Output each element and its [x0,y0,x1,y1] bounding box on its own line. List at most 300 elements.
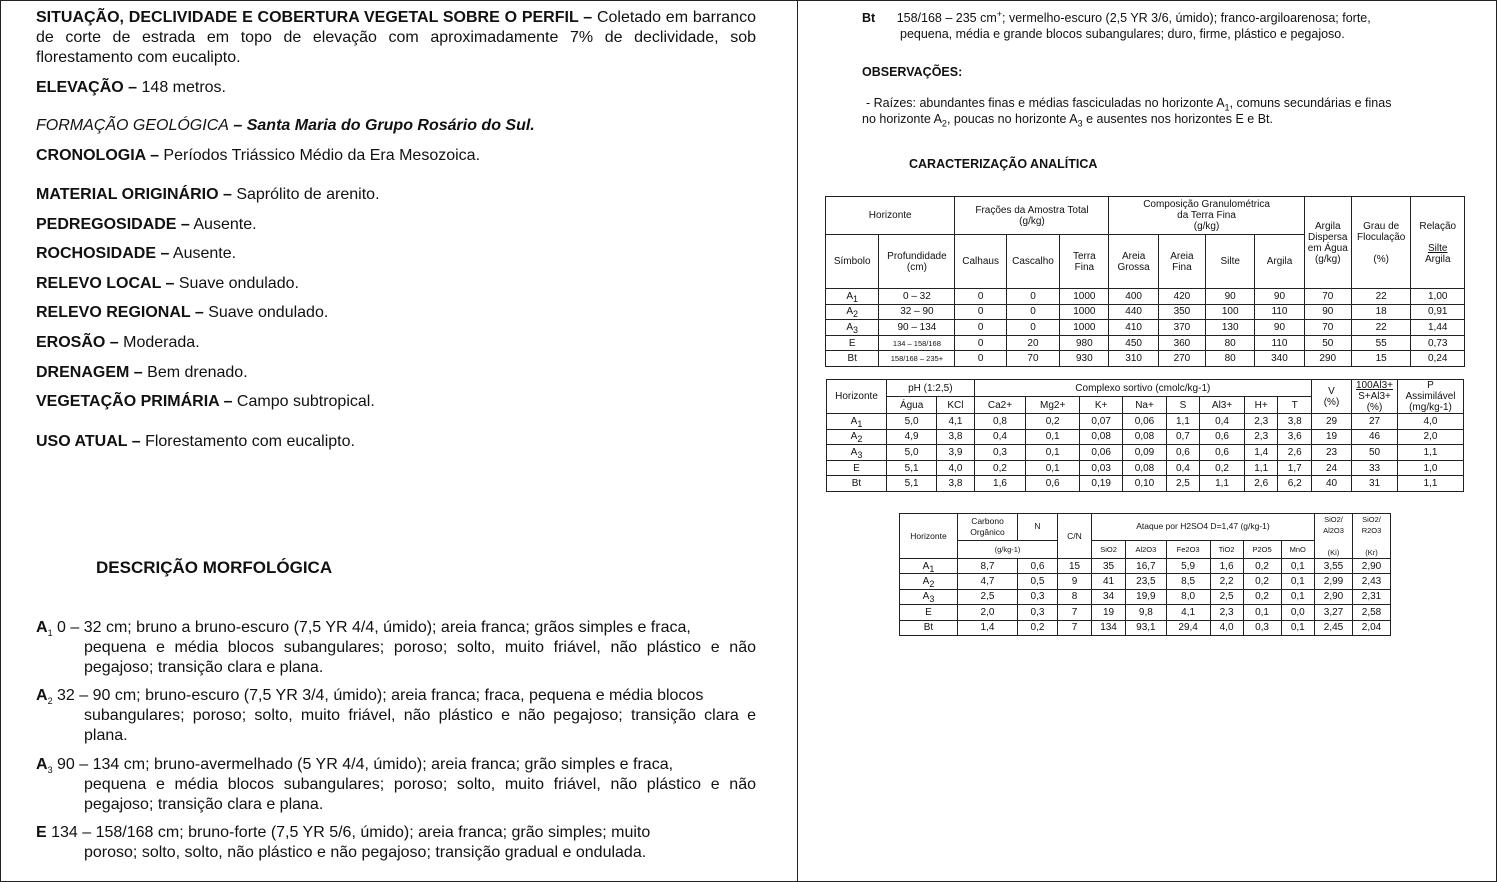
t2-value-cell: 1,1 [1166,414,1199,430]
table-row [826,304,1465,320]
t2-value-cell: 5,0 [887,414,937,430]
t2-h-al-bot: S+Al3+ [1358,391,1391,402]
t1-value-cell: 290 [1304,351,1351,367]
t1-h-comp [1109,197,1304,235]
t2-h-al-top: 100Al3+ [1356,380,1393,391]
t1-horizon-cell: $A_3$ [826,320,879,336]
table-row [900,559,1391,574]
t2-value-cell: 3,8 [937,476,974,492]
t2-subheader-cell: Ca2+ [974,397,1026,414]
observacoes-text [866,95,1436,111]
t1-h-terra: Terra Fina [1060,235,1109,289]
t1-h-silte-frac: Silte [1428,242,1448,254]
t3-value-cell: 2,31 [1353,589,1391,604]
t2-value-cell: 1,4 [1244,445,1277,461]
t3-value-cell: 35 [1092,559,1126,574]
material-text: Saprólito de arenito. [236,186,380,203]
cronologia-label: CRONOLOGIA – [36,147,159,164]
t1-value-cell: 0 [955,304,1006,320]
t2-h-al-unit: (%) [1366,402,1383,413]
t2-subheader-cell: KCl [937,397,974,414]
horizon-text-continued: poroso; solto, solto, não plástico e não pegajoso; transição gradual e ondulada. [84,844,647,861]
t1-value-cell: 22 [1351,289,1411,305]
t3-value-cell: 0,1 [1281,589,1314,604]
t1-h-areia-fina: Areia Fina [1158,235,1205,289]
t1-prof-cell: 0 – 32 [879,289,955,305]
t1-value-cell: 70 [1304,289,1351,305]
t2-value-cell: 24 [1312,460,1352,476]
material-line [36,185,756,205]
t3-value-cell: 0,0 [1281,605,1314,620]
situacao-text: Coletado em barranco de corte de estrada em topo de elevação com aproximadamente 7% de declividade, sob florestamento com eucalipto. [36,9,756,66]
t1-h-comp-text2: da Terra Fina [1177,210,1236,221]
t3-value-cell: 0,3 [1018,589,1058,604]
t3-value-cell: 9,8 [1126,605,1167,620]
t1-value-cell: 1000 [1060,320,1109,336]
t2-value-cell: 2,3 [1244,429,1277,445]
t1-h-relacao-text: Relação [1419,220,1457,232]
t1-value-cell: 80 [1206,335,1255,351]
obs-sub: 2 [941,118,947,129]
t3-value-cell: 0,5 [1018,574,1058,589]
t1-h-calhaus: Calhaus [955,235,1006,289]
t3-value-cell: 8,7 [958,559,1018,574]
table-row [826,320,1465,336]
t1-value-cell: 450 [1109,335,1158,351]
t3-value-cell: 34 [1092,589,1126,604]
t1-value-cell: 100 [1206,304,1255,320]
t1-value-cell: 1000 [1060,289,1109,305]
horizon-text-continued: subangulares; poroso; solto, muito friável, não plástico e não pegajoso; transição clara e plana. [84,707,756,744]
t2-value-cell: 1,0 [1398,460,1464,476]
horizon-subscript: 1 [857,418,863,429]
t1-h-argila-disp: Argila Dispersa em Água (g/kg) [1304,197,1351,289]
t3-h-ki-text: (Ki) [1327,548,1340,557]
t1-value-cell: 70 [1304,320,1351,336]
horizon-subscript: 1 [853,293,859,304]
t1-horizon-cell: $A_2$ [826,304,879,320]
t2-value-cell: 0,06 [1123,414,1166,430]
t2-h-al [1352,380,1398,414]
t2-value-cell: 1,7 [1278,460,1312,476]
t3-value-cell: 16,7 [1126,559,1167,574]
t1-value-cell: 980 [1060,335,1109,351]
erosao-label: EROSÃO – [36,334,119,351]
horizon-subscript: 2 [853,309,859,320]
t1-value-cell: 440 [1109,304,1158,320]
observacoes-heading: OBSERVAÇÕES: [862,65,963,79]
horizon-a3-description [36,755,756,815]
horizon-subscript: 3 [929,594,935,605]
t2-value-cell: 6,2 [1278,476,1312,492]
t2-value-cell: 0,09 [1123,445,1166,461]
t1-value-cell: 1,00 [1411,289,1465,305]
t1-value-cell: 350 [1158,304,1205,320]
t3-body [900,559,1391,636]
t2-value-cell: 4,1 [937,414,974,430]
t2-value-cell: 0,6 [1166,445,1199,461]
t3-value-cell: 2,04 [1353,620,1391,635]
t3-h-ki-top: SiO2/ Al2O3 [1323,515,1344,535]
horizon-subscript: 3 [47,765,53,776]
formacao-line [36,116,756,136]
t1-value-cell: 55 [1351,335,1411,351]
t2-value-cell: 2,0 [1398,429,1464,445]
t2-value-cell: 5,1 [887,476,937,492]
t3-h-ataque: Ataque por H2SO4 D=1,47 (g/kg-1) [1092,514,1315,541]
t2-value-cell: 4,0 [1398,414,1464,430]
t2-h-horizonte: Horizonte [827,380,887,414]
t2-horizon-cell: $A_2$ [827,429,887,445]
t3-value-cell: 2,43 [1353,574,1391,589]
t2-value-cell: 1,1 [1244,460,1277,476]
t2-subheader-cell: S [1166,397,1199,414]
t2-subheader-cell: Na+ [1123,397,1166,414]
table-row [900,605,1391,620]
table-row [826,351,1465,367]
uso-atual-label: USO ATUAL – [36,433,141,450]
t2-value-cell: 2,5 [1166,476,1199,492]
t2-value-cell: 50 [1352,445,1398,461]
t2-value-cell: 0,2 [1026,414,1080,430]
t3-value-cell: 2,2 [1210,574,1243,589]
t2-value-cell: 5,0 [887,445,937,461]
t2-value-cell: 0,1 [1026,429,1080,445]
t2-value-cell: 3,9 [937,445,974,461]
t2-value-cell: 40 [1312,476,1352,492]
t1-value-cell: 130 [1206,320,1255,336]
t1-horizon-cell: $A_1$ [826,289,879,305]
t3-value-cell: 41 [1092,574,1126,589]
t1-value-cell: 110 [1255,335,1304,351]
t2-value-cell: 3,8 [1278,414,1312,430]
t1-value-cell: 1000 [1060,304,1109,320]
horizon-text: 134 – 158/168 cm; bruno-forte (7,5 YR 5/6, úmido); areia franca; grão simples; muito [46,824,651,841]
t1-h-comp-unit: (g/kg) [1193,221,1220,232]
table-row [827,429,1464,445]
t3-subheader-cell: MnO [1281,540,1314,558]
t3-value-cell: 0,2 [1243,559,1281,574]
t2-value-cell: 1,1 [1398,476,1464,492]
t1-value-cell: 50 [1304,335,1351,351]
t2-value-cell: 0,2 [974,460,1026,476]
t3-subheader-cell: Fe2O3 [1166,540,1210,558]
t2-value-cell: 1,1 [1200,476,1245,492]
t1-value-cell: 420 [1158,289,1205,305]
uso-atual-text: Florestamento com eucalipto. [145,433,355,450]
t1-value-cell: 0 [1006,320,1059,336]
t2-subheader-cell: Al3+ [1200,397,1245,414]
t1-h-fracoes-text: Frações da Amostra Total [975,204,1089,216]
pedregosidade-text: Ausente. [193,216,257,233]
horizon-subscript: 2 [857,434,863,445]
horizon-subscript: 1 [929,563,935,574]
t2-value-cell: 0,06 [1079,445,1122,461]
t2-value-cell: 0,7 [1166,429,1199,445]
t3-value-cell: 23,5 [1126,574,1167,589]
t2-value-cell: 2,3 [1244,414,1277,430]
t3-subheader-cell: TiO2 [1210,540,1243,558]
table-row [827,476,1464,492]
t3-value-cell: 19,9 [1126,589,1167,604]
t1-value-cell: 310 [1109,351,1158,367]
t2-value-cell: 0,08 [1079,429,1122,445]
t2-value-cell: 0,1 [1026,460,1080,476]
t1-value-cell: 18 [1351,304,1411,320]
t2-h-p [1398,380,1464,414]
t3-value-cell: 0,1 [1281,559,1314,574]
t2-value-cell: 0,6 [1026,476,1080,492]
t2-value-cell: 0,3 [974,445,1026,461]
t3-h-kr-top: SiO2/ R2O3 [1361,515,1382,535]
obs-sub: 1 [1224,102,1230,113]
bt-text-3: pequena, média e grande blocos subangulares; duro, firme, plástico e pegajoso. [900,27,1345,41]
t1-value-cell: 20 [1006,335,1059,351]
t3-value-cell: 2,99 [1315,574,1353,589]
t3-subheader-cell: P2O5 [1243,540,1281,558]
t1-h-comp-text: Composição Granulométrica [1143,199,1270,210]
t1-h-fracoes [955,197,1109,235]
t2-h-ph: pH (1:2,5) [887,380,975,397]
t2-value-cell: 5,1 [887,460,937,476]
t2-h-complexo: Complexo sortivo (cmolc/kg-1) [974,380,1311,397]
t1-h-fracoes-unit: (g/kg) [1019,215,1045,227]
complexo-sortivo-table [826,379,1464,492]
uso-atual-line [36,432,756,452]
t2-value-cell: 0,4 [1166,460,1199,476]
relevo-regional-label: RELEVO REGIONAL – [36,304,204,321]
t3-horizon-cell: E [900,605,958,620]
t3-value-cell: 4,1 [1166,605,1210,620]
t2-value-cell: 1,1 [1398,445,1464,461]
t1-prof-cell: 158/168 – 235+ [879,351,955,367]
t1-prof-cell: 90 – 134 [879,320,955,336]
t1-h-argila-frac: Argila [1424,253,1451,265]
t3-value-cell: 8,5 [1166,574,1210,589]
t1-prof-cell: 134 – 158/168 [879,335,955,351]
horizon-label: E [36,824,47,841]
t3-value-cell: 0,3 [1018,605,1058,620]
pedregosidade-label: PEDREGOSIDADE – [36,216,190,233]
horizon-label: A [36,756,48,773]
elevacao-text: 148 metros. [141,79,226,96]
t3-value-cell: 2,58 [1353,605,1391,620]
t1-h-horizonte: Horizonte [826,197,955,235]
t1-h-grau [1351,197,1411,289]
t3-value-cell: 8 [1058,589,1092,604]
t1-value-cell: 360 [1158,335,1205,351]
t2-value-cell: 0,4 [974,429,1026,445]
t2-subheader-cell: T [1278,397,1312,414]
drenagem-text: Bem drenado. [147,364,248,381]
t1-h-silte: Silte [1206,235,1255,289]
obs-text: , poucas no horizonte A [946,112,1078,126]
t1-h-grau-text: Grau de Floculação [1356,220,1406,243]
rochosidade-line [36,244,756,264]
t2-value-cell: 29 [1312,414,1352,430]
t3-value-cell: 29,4 [1166,620,1210,635]
t1-value-cell: 270 [1158,351,1205,367]
horizon-text-continued: pequena e média blocos subangulares; poroso; solto, muito friável, não plástico e não pegajoso; transição clara e plana. [84,776,756,813]
t1-value-cell: 1,44 [1411,320,1465,336]
t2-value-cell: 2,6 [1278,445,1312,461]
table-row [826,289,1465,305]
t1-h-prof: Profundidade (cm) [879,235,955,289]
obs-text: e ausentes nos horizontes E e Bt. [1082,112,1274,126]
t3-value-cell: 2,0 [958,605,1018,620]
relevo-regional-line [36,303,756,323]
t3-value-cell: 134 [1092,620,1126,635]
t3-horizon-cell: $A_1$ [900,559,958,574]
t3-value-cell: 7 [1058,620,1092,635]
t3-h-unit: (g/kg-1) [958,540,1058,558]
t2-h-p-unit: (mg/kg-1) [1409,402,1452,413]
t2-value-cell: 0,03 [1079,460,1122,476]
t2-value-cell: 0,08 [1123,429,1166,445]
t1-value-cell: 0 [1006,304,1059,320]
t3-value-cell: 8,0 [1166,589,1210,604]
t3-value-cell: 9 [1058,574,1092,589]
horizon-text: 32 – 90 cm; bruno-escuro (7,5 YR 3/4, úmido); areia franca; fraca, pequena e média blocos [52,687,704,704]
t3-value-cell: 4,7 [958,574,1018,589]
t2-value-cell: 31 [1352,476,1398,492]
t3-value-cell: 3,27 [1315,605,1353,620]
table-row [900,620,1391,635]
t2-value-cell: 46 [1352,429,1398,445]
t1-h-argila: Argila [1255,235,1304,289]
t3-value-cell: 2,5 [1210,589,1243,604]
t2-value-cell: 0,1 [1026,445,1080,461]
t3-value-cell: 93,1 [1126,620,1167,635]
elevacao-line [36,78,756,98]
cronologia-line [36,146,756,166]
t3-value-cell: 1,6 [1210,559,1243,574]
t3-value-cell: 15 [1058,559,1092,574]
t3-subheader-cell: Al2O3 [1126,540,1167,558]
t3-h-n: N [1018,514,1058,541]
t3-value-cell: 0,3 [1243,620,1281,635]
t2-horizon-cell: $A_1$ [827,414,887,430]
t1-value-cell: 930 [1060,351,1109,367]
t1-h-simbolo: Símbolo [826,235,879,289]
t1-value-cell: 80 [1206,351,1255,367]
t2-subheader-cell: Mg2+ [1026,397,1080,414]
table-row [827,445,1464,461]
ataque-sulfurico-table [899,513,1391,636]
t2-value-cell: 3,8 [937,429,974,445]
t1-body [826,289,1465,367]
t2-value-cell: 0,2 [1200,460,1245,476]
t3-h-horizonte: Horizonte [900,514,958,559]
t2-value-cell: 3,6 [1278,429,1312,445]
t2-value-cell: 1,6 [974,476,1026,492]
drenagem-label: DRENAGEM – [36,364,143,381]
situacao-paragraph [36,8,756,68]
vegetacao-line [36,392,756,412]
t2-horizon-cell: Bt [827,476,887,492]
t3-horizon-cell: $A_2$ [900,574,958,589]
t1-value-cell: 0,73 [1411,335,1465,351]
horizon-label: A [36,687,48,704]
obs-text: - Raízes: abundantes finas e médias fasciculadas no horizonte A [866,96,1225,110]
t1-value-cell: 0 [955,351,1006,367]
obs-text: , comuns secundárias e finas [1229,96,1392,110]
horizon-subscript: 2 [47,696,53,707]
horizon-subscript: 2 [929,579,935,590]
t2-value-cell: 23 [1312,445,1352,461]
horizon-e-description [36,823,756,863]
drenagem-line [36,363,756,383]
t2-h-p-text2: Assimilável [1405,391,1456,402]
t3-value-cell: 2,90 [1353,559,1391,574]
t3-value-cell: 2,3 [1210,605,1243,620]
t3-value-cell: 2,45 [1315,620,1353,635]
caracterizacao-heading: CARACTERIZAÇÃO ANALÍTICA [909,157,1098,171]
t2-value-cell: 4,0 [937,460,974,476]
t1-horizon-cell: E [826,335,879,351]
bt-description [862,10,1371,26]
t1-value-cell: 340 [1255,351,1304,367]
t3-h-carbono: Carbono Orgânico [958,514,1018,541]
granulometria-table [825,196,1465,367]
bt-label: Bt [862,11,876,25]
obs-sub: 3 [1077,118,1083,129]
t1-value-cell: 0 [1006,289,1059,305]
horizon-text: 90 – 134 cm; bruno-avermelhado (5 YR 4/4, úmido); areia franca; grão simples e fraca, [52,756,674,773]
material-label: MATERIAL ORIGINÁRIO – [36,186,232,203]
t2-value-cell: 19 [1312,429,1352,445]
t1-value-cell: 15 [1351,351,1411,367]
t2-value-cell: 0,08 [1123,460,1166,476]
erosao-text: Moderada. [123,334,200,351]
t1-value-cell: 0 [955,335,1006,351]
vegetacao-text: Campo subtropical. [236,393,375,410]
horizon-text-continued: pequena e média blocos subangulares; poroso; solto, muito friável, não plástico e não pegajoso; transição clara e plana. [84,639,756,676]
t1-horizon-cell: Bt [826,351,879,367]
t2-subheader-cell: K+ [1079,397,1122,414]
t2-horizon-cell: $A_3$ [827,445,887,461]
t2-value-cell: 0,6 [1200,429,1245,445]
t1-value-cell: 400 [1109,289,1158,305]
t2-h-v [1312,380,1352,414]
t2-subheader-cell: Água [887,397,937,414]
horizon-subscript: 3 [853,324,859,335]
horizon-a1-description [36,618,756,678]
descricao-heading: DESCRIÇÃO MORFOLÓGICA [96,558,333,577]
table-row [900,574,1391,589]
t1-value-cell: 410 [1109,320,1158,336]
t2-body [827,414,1464,492]
t3-value-cell: 0,6 [1018,559,1058,574]
t2-h-v-unit: (%) [1323,396,1340,408]
obs-text: no horizonte A [862,112,942,126]
t1-prof-cell: 32 – 90 [879,304,955,320]
t3-horizon-cell: Bt [900,620,958,635]
horizon-subscript: 1 [47,628,53,639]
t2-h-v-text: V [1328,385,1335,397]
rochosidade-text: Ausente. [172,245,237,262]
pedregosidade-line [36,215,756,235]
t3-value-cell: 1,4 [958,620,1018,635]
t3-value-cell: 4,0 [1210,620,1243,635]
t2-h-p-text: P [1427,380,1434,391]
rochosidade-label: ROCHOSIDADE – [36,245,170,262]
erosao-line [36,333,756,353]
elevacao-label: ELEVAÇÃO – [36,79,138,96]
t2-value-cell: 0,07 [1079,414,1122,430]
page-divider [797,0,798,882]
t2-value-cell: 2,6 [1244,476,1277,492]
